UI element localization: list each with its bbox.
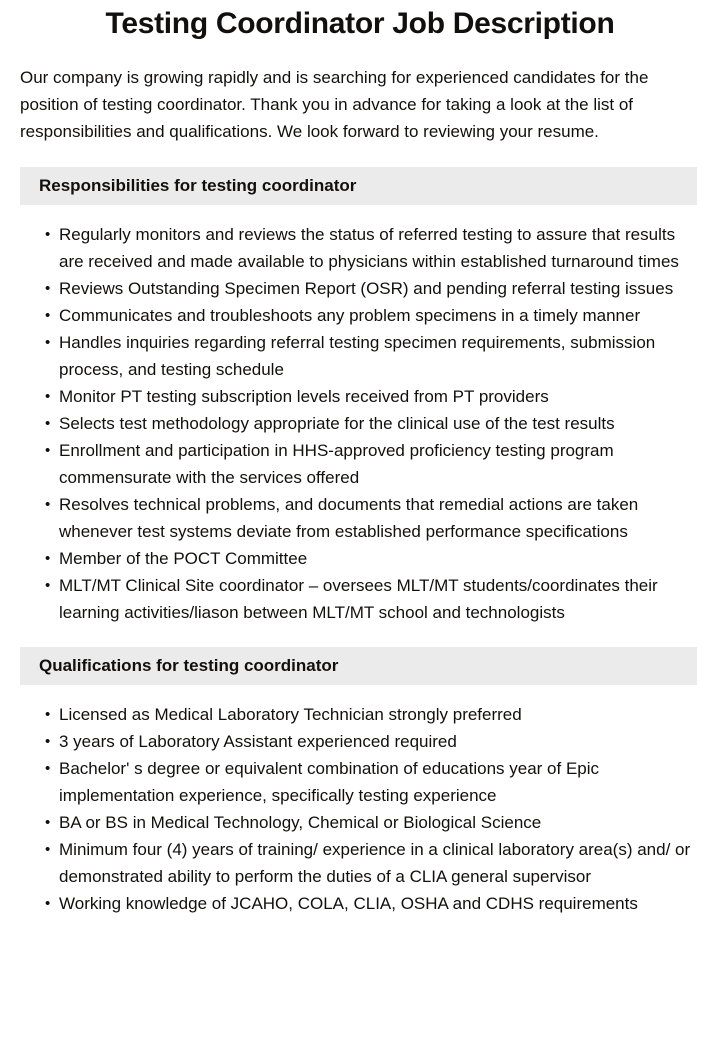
list-item: • BA or BS in Medical Technology, Chemical or Biological Science	[59, 809, 700, 836]
qualifications-list	[0, 685, 720, 917]
page-title: Testing Coordinator Job Description	[105, 7, 615, 40]
section-header-responsibilities: Responsibilities for testing coordinator	[20, 167, 697, 205]
list-item: • Regularly monitors and reviews the status of referred testing to assure that results are received and made available to physicians within established turnaround times	[59, 221, 692, 275]
list-item: • Communicates and troubleshoots any problem specimens in a timely manner	[59, 302, 692, 329]
list-item: • Member of the POCT Committee	[59, 545, 692, 572]
intro-paragraph: Our company is growing rapidly and is searching for experienced candidates for the position of testing coordinator. Thank you in advance for taking a look at the list of responsibilities and qualifications. We look forward to reviewing your resume.	[20, 68, 649, 141]
list-item: • Handles inquiries regarding referral testing specimen requirements, submission process, and testing schedule	[59, 329, 692, 383]
list-item: • Reviews Outstanding Specimen Report (OSR) and pending referral testing issues	[59, 275, 692, 302]
list-item: • MLT/MT Clinical Site coordinator – oversees MLT/MT students/coordinates their learning activities/liason between MLT/MT school and technologists	[59, 572, 692, 626]
list-item: • Resolves technical problems, and documents that remedial actions are taken whenever test systems deviate from established performance specifications	[59, 491, 692, 545]
list-item: • Bachelor' s degree or equivalent combination of educations year of Epic implementation experience, specifically testing experience	[59, 755, 700, 809]
list-item: • Working knowledge of JCAHO, COLA, CLIA, OSHA and CDHS requirements	[59, 890, 700, 917]
section-qualifications	[0, 626, 720, 917]
list-item: • 3 years of Laboratory Assistant experienced required	[59, 728, 700, 755]
list-item: • Selects test methodology appropriate for the clinical use of the test results	[59, 410, 692, 437]
list-item: • Enrollment and participation in HHS-approved proficiency testing program commensurate with the services offered	[59, 437, 692, 491]
responsibilities-list	[0, 205, 720, 626]
section-header-qualifications: Qualifications for testing coordinator	[20, 647, 697, 685]
list-item: • Licensed as Medical Laboratory Technician strongly preferred	[59, 701, 700, 728]
list-item: • Monitor PT testing subscription levels received from PT providers	[59, 383, 692, 410]
list-item: • Minimum four (4) years of training/ experience in a clinical laboratory area(s) and/ or demonstrated ability to perform the duties of a CLIA general supervisor	[59, 836, 700, 890]
section-responsibilities	[0, 145, 720, 626]
